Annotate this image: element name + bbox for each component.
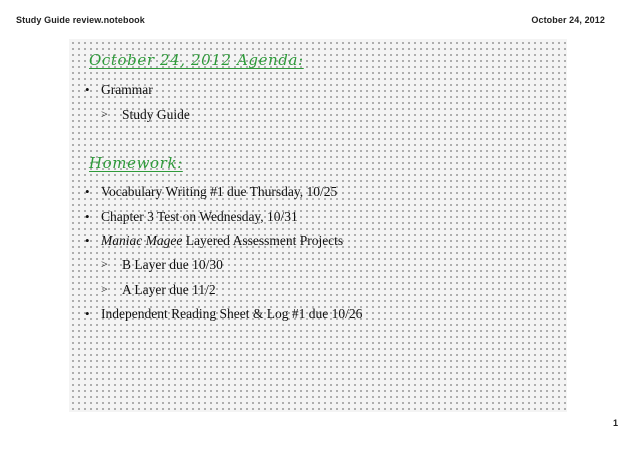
document-filename: Study Guide review.notebook — [16, 15, 145, 25]
agenda-item-grammar — [69, 82, 567, 100]
notebook-page — [69, 39, 567, 412]
homework-item-vocabulary — [69, 184, 567, 202]
agenda-heading: October 24, 2012 Agenda: — [89, 51, 304, 69]
sub-bullet-icon: > — [101, 257, 108, 271]
homework-item-projects — [69, 233, 567, 251]
homework-subitem-b-layer — [69, 257, 567, 275]
homework-item-label — [101, 233, 343, 249]
document-date: October 24, 2012 — [531, 15, 605, 25]
homework-heading: Homework: — [89, 154, 183, 172]
projects-text: Layered Assessment Projects — [182, 233, 344, 248]
bullet-icon: • — [85, 184, 90, 199]
homework-subitem-label: B Layer due 10/30 — [122, 257, 223, 272]
homework-item-label: Independent Reading Sheet & Log #1 due 10/26 — [101, 306, 363, 321]
homework-item-reading-log — [69, 306, 567, 324]
bullet-icon: • — [85, 82, 90, 97]
homework-subitem-a-layer — [69, 282, 567, 300]
agenda-subitem-study-guide — [69, 107, 567, 125]
agenda-subitem-label: Study Guide — [122, 107, 190, 122]
sub-bullet-icon: > — [101, 107, 108, 121]
bullet-icon: • — [85, 233, 90, 248]
homework-item-label: Vocabulary Writing #1 due Thursday, 10/25 — [101, 184, 338, 199]
agenda-item-label: Grammar — [101, 82, 153, 97]
homework-item-chapter-test — [69, 209, 567, 227]
page-number: 1 — [612, 418, 618, 428]
bullet-icon: • — [85, 209, 90, 224]
homework-item-label: Chapter 3 Test on Wednesday, 10/31 — [101, 209, 298, 224]
homework-subitem-label: A Layer due 11/2 — [122, 282, 216, 297]
book-title: Maniac Magee — [101, 233, 183, 248]
bullet-icon: • — [85, 306, 90, 321]
sub-bullet-icon: > — [101, 282, 108, 296]
